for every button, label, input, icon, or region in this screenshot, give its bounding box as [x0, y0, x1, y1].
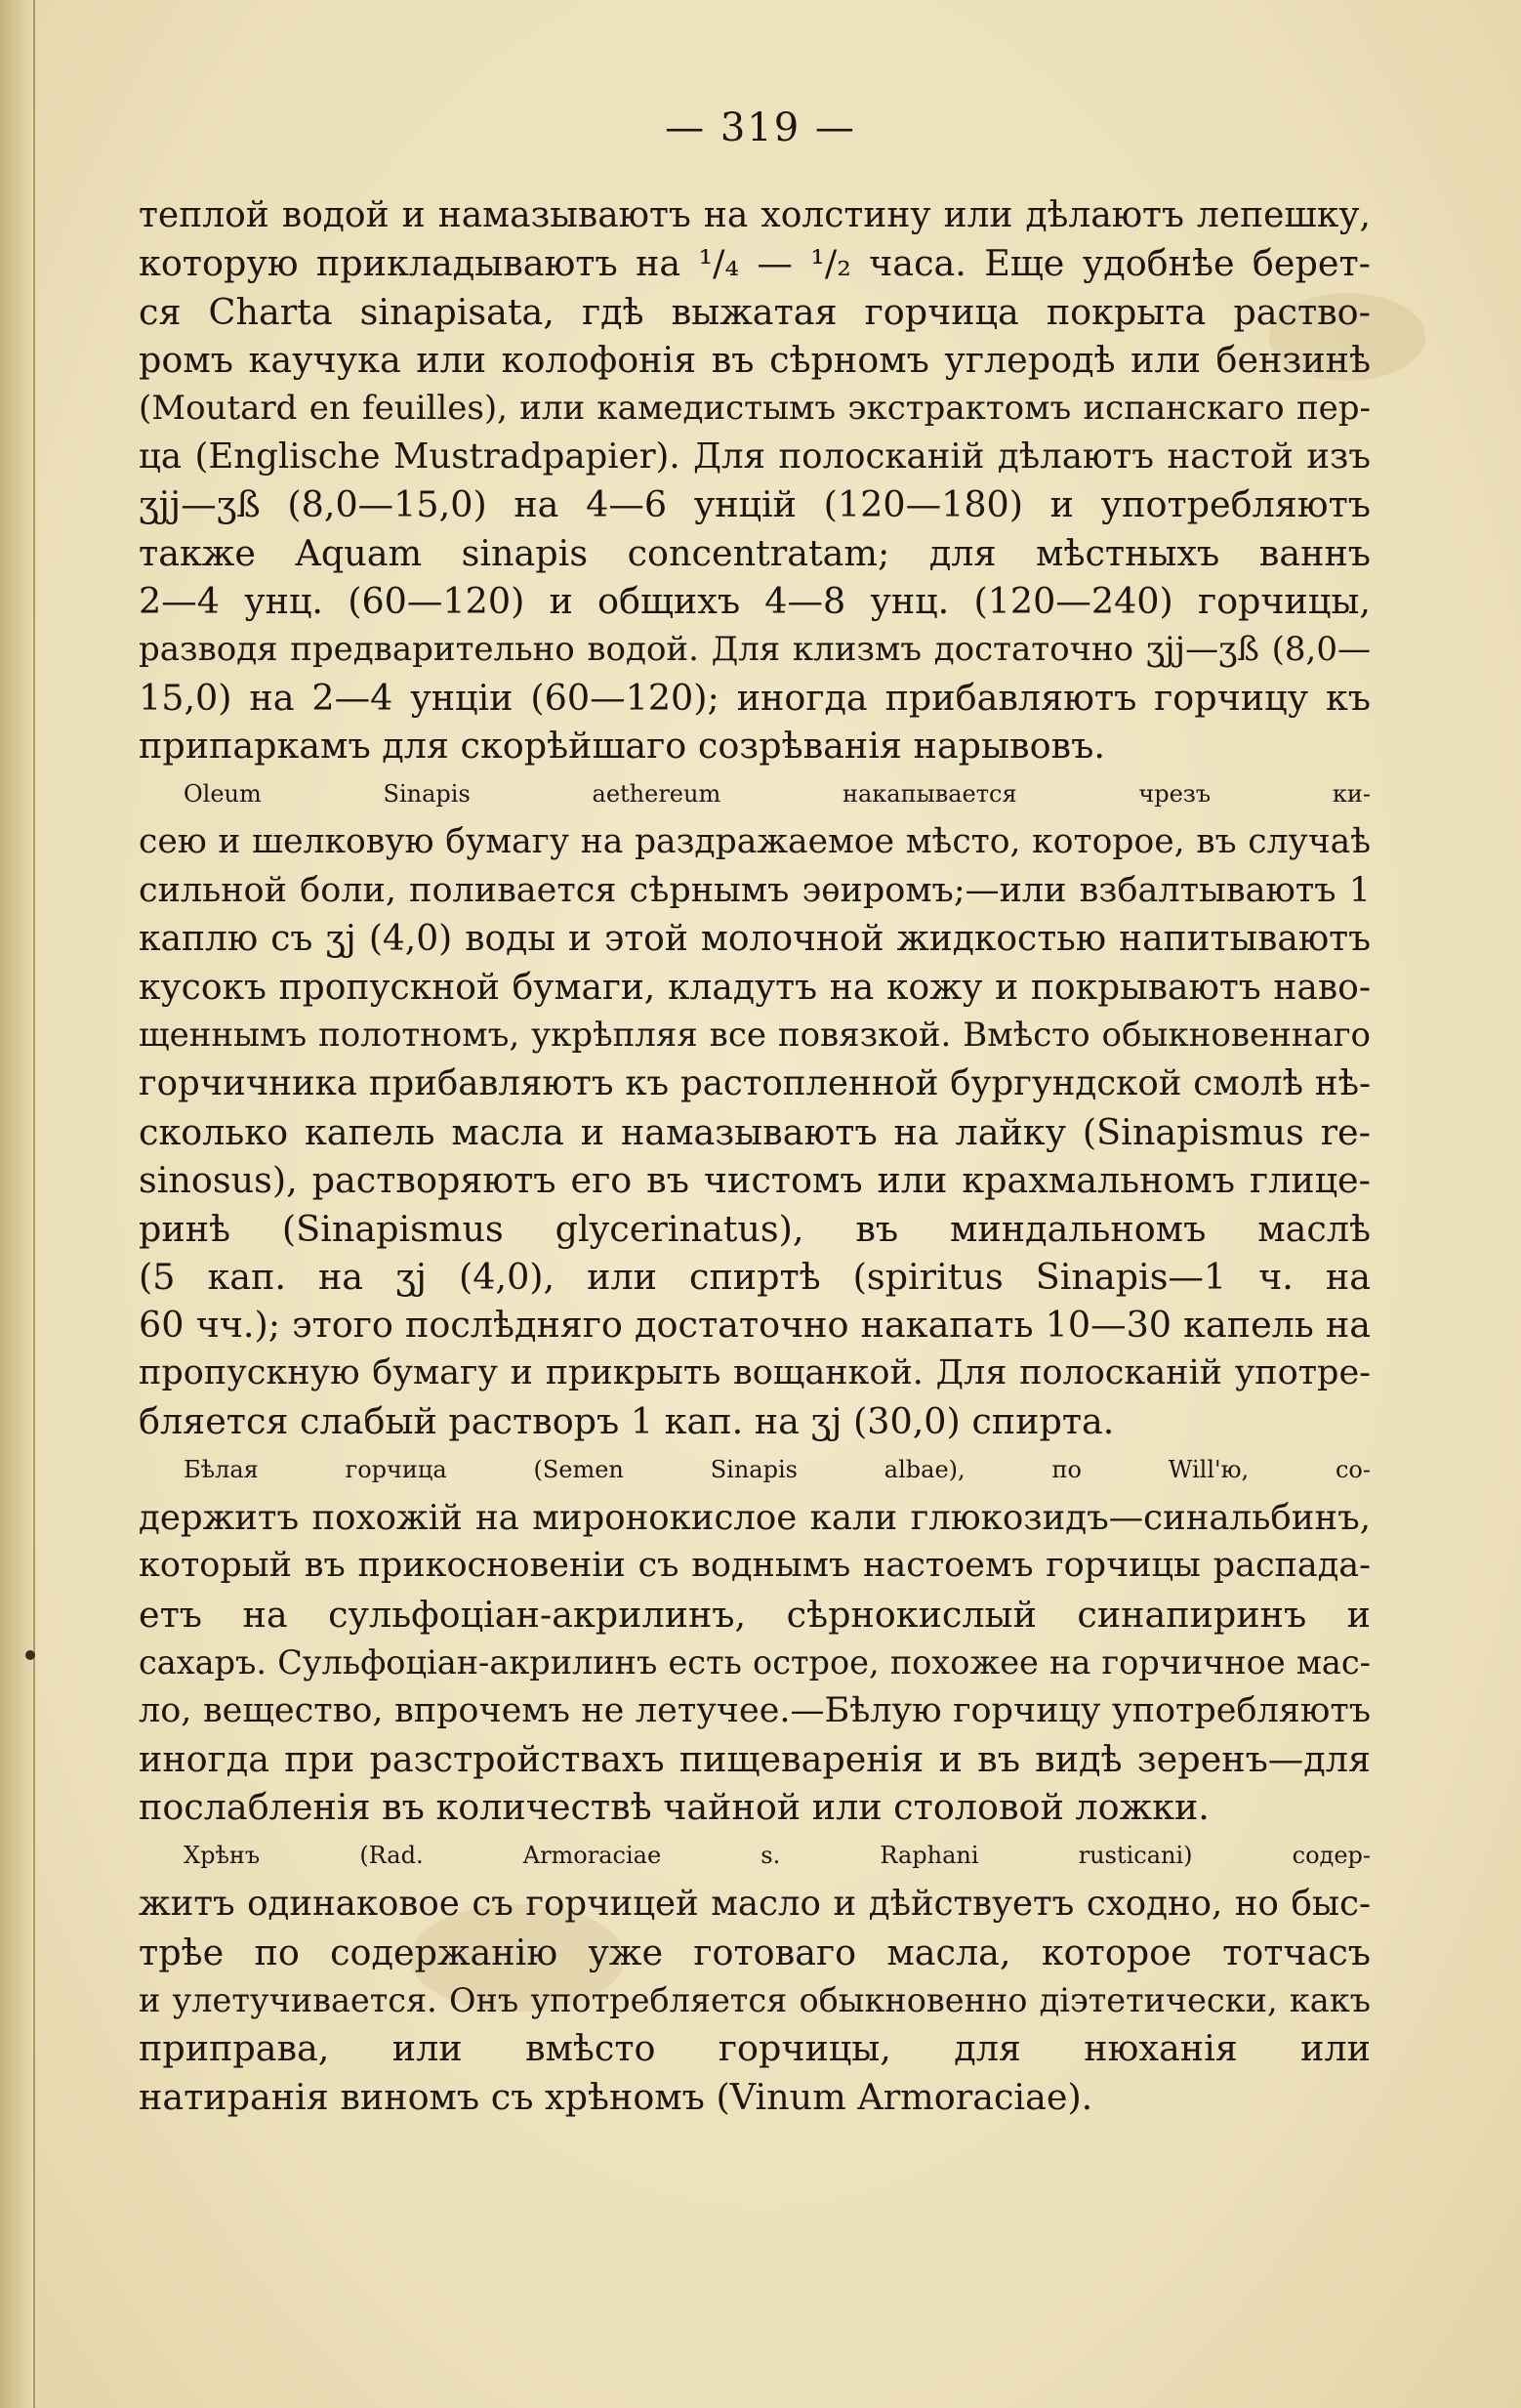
body-text — [139, 191, 1371, 2121]
text-line: сею и шелковую бумагу на раздражаемое мѣсто, которое, въ случаѣ — [139, 822, 1371, 862]
text-line: припаркамъ для скорѣйшаго созрѣванія нарывовъ. — [139, 725, 1105, 768]
text-line: которую прикладываютъ на ¹/₄ — ¹/₂ часа. Еще удобнѣе берет- — [139, 242, 1371, 285]
text-line: трѣе по содержанію уже готоваго масла, которое тотчасъ — [139, 1931, 1371, 1973]
text-line: ринѣ (Sinapismus glycerinatus), въ миндальномъ маслѣ — [139, 1207, 1371, 1250]
text-line: сколько капель масла и намазываютъ на лайку (Sinapismus re- — [139, 1110, 1371, 1153]
text-line: (5 кап. на ʒj (4,0), или спиртѣ (spiritus Sinapis—1 ч. на — [139, 1255, 1371, 1298]
text-line: горчичника прибавляютъ къ растопленной бургундской смолѣ нѣ- — [139, 1063, 1371, 1104]
text-line: Oleum Sinapis aethereum накапывается чрезъ ки- — [184, 779, 1371, 808]
text-line: ло, вещество, впрочемъ не летучее.—Бѣлую горчицу употребляютъ — [139, 1690, 1371, 1730]
text-line: кусокъ пропускной бумаги, кладутъ на кожу и покрываютъ наво- — [139, 967, 1371, 1008]
text-line: ромъ каучука или колофонія въ сѣрномъ углеродѣ или бензинѣ — [139, 339, 1371, 382]
text-line: каплю съ ʒj (4,0) воды и этой молочной жидкостью напитываютъ — [139, 919, 1371, 960]
text-line: ʒjj—ʒß (8,0—15,0) на 4—6 унцій (120—180) и употребляютъ — [139, 483, 1371, 526]
text-line: Бѣлая горчица (Semen Sinapis albae), по Will'ю, со- — [184, 1455, 1371, 1483]
text-line: ся Charta sinapisata, гдѣ выжатая горчица покрыта раство- — [139, 290, 1371, 333]
text-line: также Aquam sinapis concentratam; для мѣстныхъ ваннъ — [139, 531, 1371, 574]
text-line: 60 чч.); этого послѣдняго достаточно накапать 10—30 капель на — [139, 1304, 1371, 1347]
text-line: ца (Englische Mustradpapier). Для полосканій дѣлаютъ настой изъ — [139, 436, 1371, 477]
text-line: послабленія въ количествѣ чайной или столовой ложки. — [139, 1786, 1210, 1829]
text-line: натиранія виномъ съ хрѣномъ (Vinum Armoraciae). — [139, 2075, 1093, 2118]
text-line: держитъ похожій на миронокислое кали глюкозидъ—синальбинъ, — [139, 1497, 1371, 1538]
text-line: теплой водой и намазываютъ на холстину или дѣлаютъ лепешку, — [139, 195, 1371, 235]
text-line: (Moutard en feuilles), или камедистымъ экстрактомъ испанскаго пер- — [139, 388, 1371, 428]
text-line: Хрѣнъ (Rad. Armoraciae s. Raphani rusticani) содер- — [184, 1841, 1371, 1869]
paragraph-mustard-plaster — [139, 191, 1371, 770]
paragraph-oleum-sinapis — [139, 770, 1371, 1446]
ink-spot — [25, 1650, 35, 1660]
text-line: приправа, или вмѣсто горчицы, для нюханія или — [139, 2027, 1371, 2070]
text-line: который въ прикосновеніи съ воднымъ настоемъ горчицы распада- — [139, 1546, 1371, 1586]
paragraph-white-mustard — [139, 1446, 1371, 1832]
page-binding-edge — [0, 0, 35, 2408]
text-line: пропускную бумагу и прикрыть вощанкой. Для полосканій употре- — [139, 1352, 1371, 1392]
text-line: 15,0) на 2—4 унціи (60—120); иногда прибавляютъ горчицу къ — [139, 677, 1371, 720]
paragraph-horseradish — [139, 1832, 1371, 2121]
text-line: етъ на сульфоціан-акрилинъ, сѣрнокислый синапиринъ и — [139, 1593, 1371, 1636]
text-line: иногда при разстройствахъ пищеваренія и въ видѣ зеренъ—для — [139, 1738, 1371, 1780]
text-line: и улетучивается. Онъ употребляется обыкновенно діэтетически, какъ — [139, 1981, 1371, 2020]
text-line: сахаръ. Сульфоціан-акрилинъ есть острое, похожее на горчичное мас- — [139, 1643, 1371, 1682]
text-line: сильной боли, поливается сѣрнымъ эѳиромъ;—или взбалтываютъ 1 — [139, 870, 1371, 910]
text-line: sinosus), растворяютъ его въ чистомъ или крахмальномъ глице- — [139, 1159, 1371, 1202]
text-line: разводя предварительно водой. Для клизмъ достаточно ʒjj—ʒß (8,0— — [139, 629, 1371, 669]
page-number: — 319 — — [665, 105, 856, 150]
text-line: 2—4 унц. (60—120) и общихъ 4—8 унц. (120—240) горчицы, — [139, 580, 1371, 623]
text-line: щеннымъ полотномъ, укрѣпляя все повязкой. Вмѣсто обыкновеннаго — [139, 1015, 1371, 1055]
text-line: бляется слабый растворъ 1 кап. на ʒj (30,0) спирта. — [139, 1400, 1115, 1443]
text-line: житъ одинаковое съ горчицей масло и дѣйствуетъ сходно, но быс- — [139, 1884, 1371, 1925]
